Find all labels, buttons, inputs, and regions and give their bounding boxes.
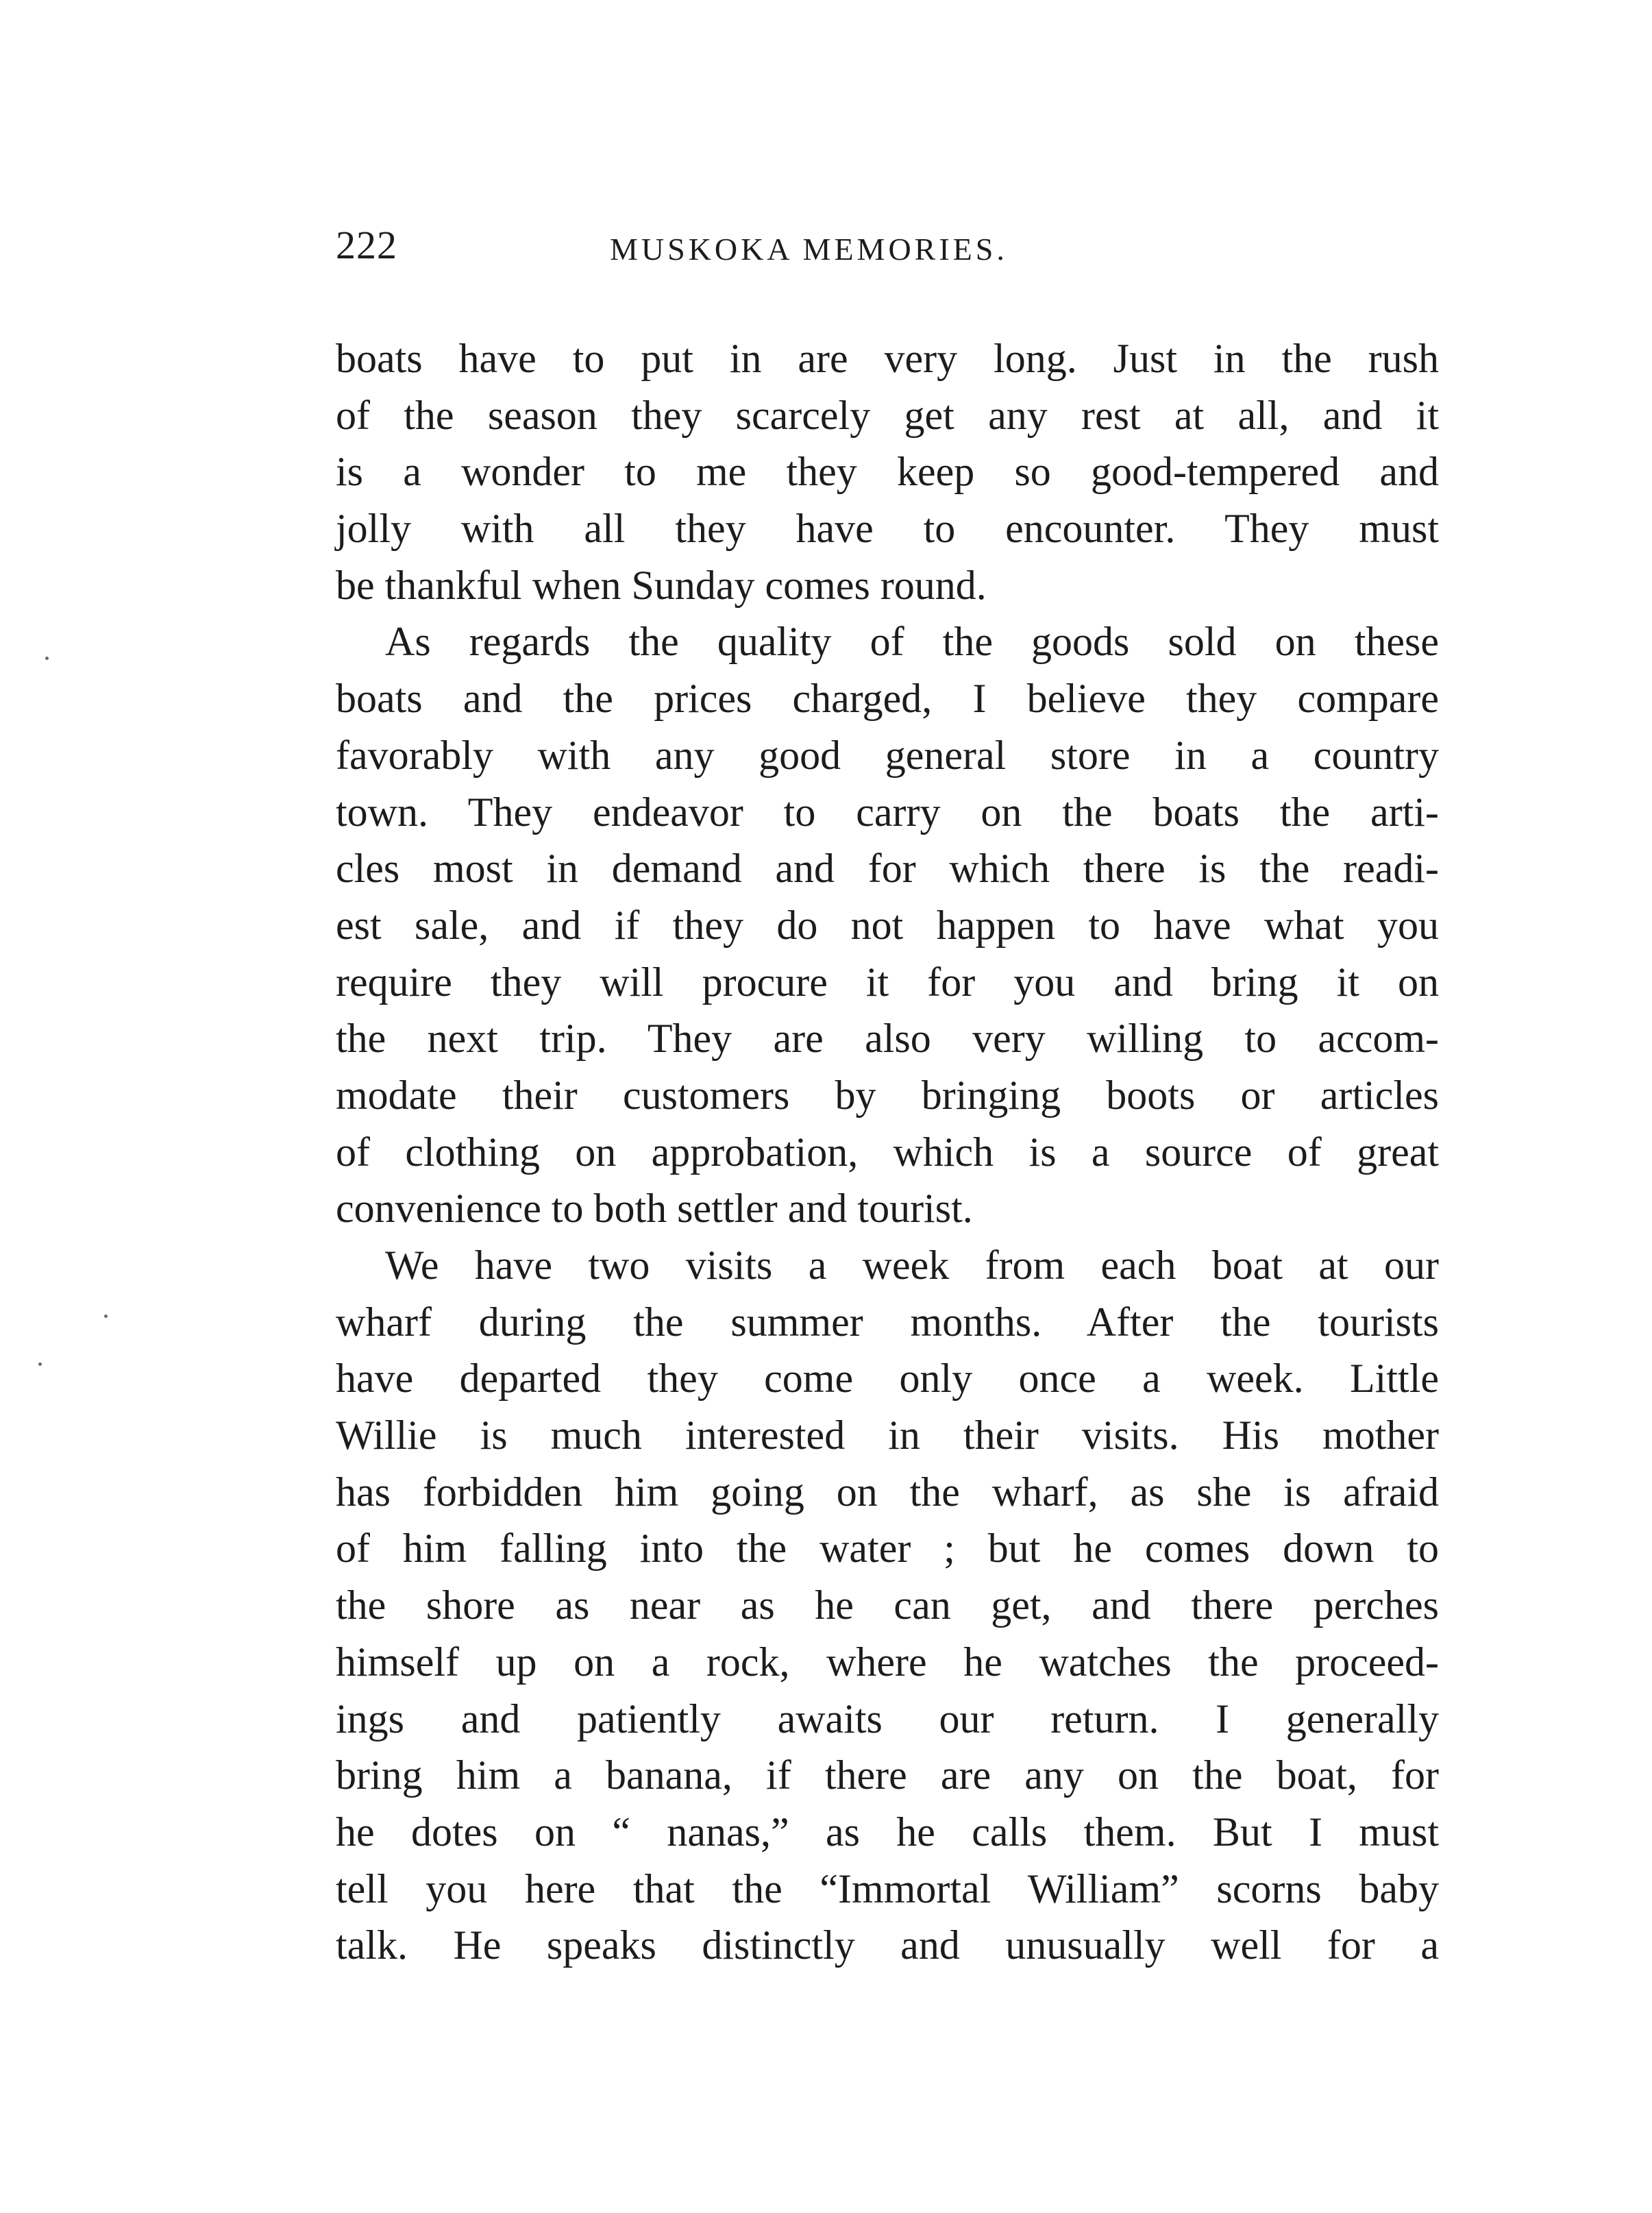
paragraph — [336, 330, 1439, 613]
text-line: town. They endeavor to carry on the boats the arti- — [336, 789, 1439, 835]
text-line: jolly with all they have to encounter. They must — [336, 506, 1439, 552]
text-line: be thankful when Sunday comes round. — [336, 562, 987, 608]
text-line: convenience to both settler and tourist. — [336, 1186, 973, 1232]
text-line: boats and the prices charged, I believe they compare — [336, 676, 1439, 722]
page-header — [336, 218, 1439, 273]
text-line: Willie is much interested in their visits. His mother — [336, 1413, 1439, 1458]
body-text — [336, 330, 1439, 1974]
scan-speck — [45, 657, 49, 660]
text-line: of him falling into the water ; but he comes down to — [336, 1526, 1439, 1572]
scan-speck — [104, 1315, 108, 1318]
text-line: modate their customers by bringing boots or articles — [336, 1072, 1439, 1118]
text-line: est sale, and if they do not happen to have what you — [336, 902, 1439, 948]
page-number: 222 — [336, 223, 397, 267]
text-line: himself up on a rock, where he watches the proceed- — [336, 1639, 1439, 1685]
text-line: have departed they come only once a week. Little — [336, 1356, 1439, 1402]
text-line: favorably with any good general store in a country — [336, 732, 1439, 778]
text-line: We have two visits a week from each boat at our — [385, 1243, 1439, 1288]
text-line: of the season they scarcely get any rest at all, and it — [336, 392, 1439, 438]
text-line: talk. He speaks distinctly and unusually well for a — [336, 1922, 1439, 1968]
scan-speck — [38, 1362, 42, 1366]
text-line: tell you here that the “Immortal William” scorns baby — [336, 1866, 1439, 1911]
text-line: As regards the quality of the goods sold on these — [385, 619, 1439, 665]
text-line: has forbidden him going on the wharf, as she is afraid — [336, 1469, 1439, 1515]
text-line: he dotes on “ nanas,” as he calls them. But I must — [336, 1809, 1439, 1855]
text-line: the next trip. They are also very willing to accom- — [336, 1016, 1439, 1062]
running-title: MUSKOKA MEMORIES. — [610, 232, 1008, 267]
text-line: of clothing on approbation, which is a source of great — [336, 1129, 1439, 1175]
text-line: is a wonder to me they keep so good-tempered and — [336, 449, 1439, 495]
text-line: require they will procure it for you and bring it on — [336, 959, 1439, 1005]
text-line: the shore as near as he can get, and there perches — [336, 1582, 1439, 1628]
text-line: ings and patiently awaits our return. I generally — [336, 1696, 1439, 1741]
text-line: bring him a banana, if there are any on the boat, for — [336, 1752, 1439, 1798]
text-line: wharf during the summer months. After the tourists — [336, 1299, 1439, 1345]
text-line: cles most in demand and for which there is the readi- — [336, 846, 1439, 892]
text-line: boats have to put in are very long. Just in the rush — [336, 336, 1439, 381]
paragraph — [336, 1237, 1439, 1974]
paragraph — [336, 613, 1439, 1237]
